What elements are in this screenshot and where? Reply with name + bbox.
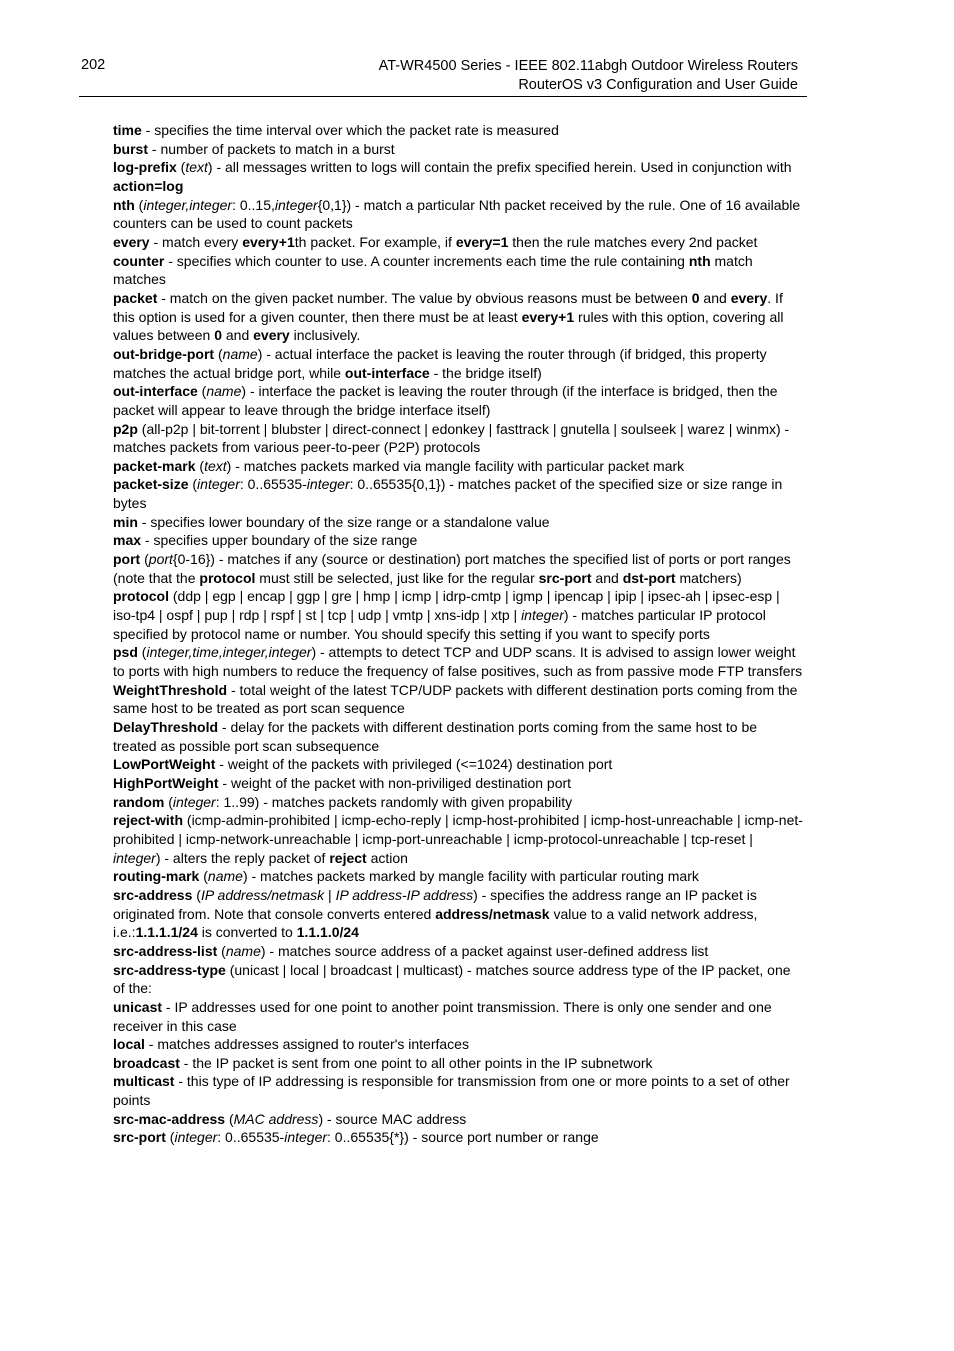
parameter-name: p2p (113, 420, 138, 437)
parameter-description: ) - alters the reply packet of (155, 849, 330, 866)
emphasis-term: out-interface (344, 364, 430, 381)
parameter-name: out-interface (113, 383, 198, 400)
parameter-entry (113, 867, 803, 886)
header-title-line2: RouterOS v3 Configuration and User Guide (518, 77, 798, 93)
parameter-description: ( (176, 159, 186, 176)
parameter-entry (113, 961, 803, 998)
parameter-description: : 0..15, (232, 196, 275, 213)
parameter-description: : 0..65535{*}) - source port number or range (327, 1129, 599, 1146)
parameter-description: - specifies the time interval over which the packet rate is measured (141, 122, 559, 138)
parameter-type: integer,integer (143, 196, 233, 213)
parameter-description: ( (195, 457, 205, 474)
parameter-entry (113, 793, 803, 812)
emphasis-term: 0 (691, 289, 700, 306)
parameter-description: value to a valid network address, i.e.: (113, 905, 758, 941)
parameter-type: text (185, 159, 208, 176)
parameter-list (113, 121, 803, 1147)
parameter-description: and (591, 569, 623, 586)
emphasis-term: nth (688, 252, 711, 269)
parameter-description: - match on the given packet number. The value by obvious reasons must be between (157, 289, 692, 306)
parameter-type: name (222, 345, 258, 362)
parameter-entry (113, 457, 803, 476)
parameter-entry (113, 1054, 803, 1073)
parameter-description: ( (134, 196, 144, 213)
emphasis-term: protocol (199, 569, 256, 586)
parameter-description: ) - interface the packet is leaving the router through (if the interface is bridged, then the packet will appear to leave through the bridge interface itself) (113, 383, 778, 418)
parameter-description: - IP addresses used for one point to another point transmission. There is only one sender and one receiver in this case (113, 998, 772, 1034)
parameter-description: ( (192, 886, 201, 903)
parameter-description: - delay for the packets with different destination ports coming from the same host to be treated as possible port scan subsequence (113, 719, 758, 754)
parameter-description: - weight of the packets with privileged (<=1024) destination port (215, 756, 613, 773)
parameter-name: time (113, 122, 142, 138)
emphasis-term: address/netmask (435, 905, 550, 922)
parameter-description: - weight of the packet with non-priviliged destination port (218, 774, 572, 791)
parameter-entry (113, 345, 803, 382)
emphasis-term: src-port (538, 569, 592, 586)
parameter-entry (113, 531, 803, 550)
parameter-description: inclusively. (289, 327, 361, 344)
parameter-description: ) - matches source address of a packet against user-defined address list (260, 942, 709, 959)
emphasis-term: reject (329, 849, 367, 866)
emphasis-term: every (253, 327, 290, 344)
parameter-description: ) - matches packets marked via mangle facility with particular packet mark (226, 457, 685, 474)
parameter-description: (icmp-admin-prohibited | icmp-echo-reply | icmp-host-prohibited | icmp-host-unreachable | icmp-net-prohibited | icmp-network-unreachable | icmp-port-unreachable | icmp-protocol-unreachable | tcp-reset | (113, 812, 803, 847)
parameter-name: nth (113, 196, 135, 213)
parameter-description: (unicast | local | broadcast | multicast) - matches source address type of the IP packet, one of the: (113, 961, 791, 997)
parameter-name: src-address-type (113, 961, 226, 978)
parameter-description: ) - source MAC address (318, 1110, 467, 1127)
parameter-description: then the rule matches every 2nd packet (508, 233, 758, 250)
parameter-description: ) - matches particular IP protocol specified by protocol name or number. You should specify this setting if you want to specify ports (113, 607, 766, 642)
parameter-entry (113, 196, 803, 233)
parameter-description: : 0..65535- (239, 476, 307, 493)
parameter-description: (all-p2p | bit-torrent | blubster | direct-connect | edonkey | fasttrack | gnutella | soulseek | warez | winmx) - matches packets from various peer-to-peer (P2P) protocols (113, 420, 790, 456)
parameter-entry (113, 475, 803, 512)
parameter-name: port (113, 551, 141, 568)
running-header (198, 57, 798, 95)
parameter-description: ( (137, 644, 147, 661)
parameter-name: DelayThreshold (113, 719, 219, 735)
parameter-type: integer (197, 476, 240, 493)
parameter-name: max (113, 532, 142, 549)
parameter-name: src-port (113, 1129, 166, 1146)
parameter-description: ( (140, 551, 149, 568)
parameter-description: : 0..65535{0,1}) - matches packet of the specified size or size range in bytes (113, 476, 783, 512)
parameter-description: ( (225, 1110, 234, 1127)
header-title-line1: AT-WR4500 Series - IEEE 802.11abgh Outdoor Wireless Routers (378, 58, 798, 74)
parameter-description: : 1..99) - matches packets randomly with given propability (215, 793, 573, 810)
parameter-entry (113, 140, 803, 159)
parameter-entry (113, 1035, 803, 1054)
emphasis-term: 1.1.1.1/24 (135, 924, 198, 941)
parameter-entry (113, 643, 803, 680)
parameter-description: and (221, 327, 254, 344)
parameter-name: local (113, 1036, 145, 1053)
parameter-name: out-bridge-port (113, 345, 215, 362)
parameter-entry (113, 774, 803, 793)
parameter-description: (ddp | egp | encap | ggp | gre | hmp | icmp | idrp-cmtp | igmp | ipencap | ipip | ipsec-ah | ipsec-esp | iso-tp4 | ospf | pup | rdp | rspf | st | tcp | udp | vmtp | xns-idp | xtp | (113, 588, 780, 624)
parameter-description: - specifies upper boundary of the size range (141, 532, 418, 549)
parameter-entry (113, 420, 803, 457)
parameter-name: min (113, 513, 138, 530)
parameter-description: | (324, 886, 336, 903)
parameter-name: HighPortWeight (113, 774, 219, 791)
parameter-name: protocol (113, 588, 169, 605)
parameter-description: ( (188, 476, 198, 493)
parameter-entry (113, 886, 803, 942)
parameter-type: name (206, 383, 242, 400)
parameter-name: routing-mark (113, 868, 200, 885)
page-number: 202 (81, 57, 106, 73)
parameter-name: packet-mark (113, 457, 196, 474)
parameter-description: matchers) (675, 569, 742, 586)
parameter-name: src-address-list (113, 942, 218, 959)
parameter-description: action (366, 849, 408, 866)
parameter-name: unicast (113, 998, 163, 1015)
parameter-entry (113, 121, 803, 140)
parameter-type: integer (274, 196, 318, 213)
parameter-description: is converted to (197, 924, 297, 941)
parameter-entry (113, 998, 803, 1035)
parameter-description: - match every (149, 233, 243, 250)
parameter-entry (113, 587, 803, 643)
parameter-description: - this type of IP addressing is responsible for transmission from one or more points to a set of other points (113, 1073, 790, 1109)
parameter-entry (113, 1072, 803, 1109)
parameter-description: ) - matches packets marked by mangle facility with particular routing mark (242, 868, 699, 885)
parameter-entry (113, 1110, 803, 1129)
parameter-description: ) - specifies the address range an IP packet is originated from. Note that console converts entered (113, 886, 757, 922)
parameter-name: packet (113, 289, 158, 306)
parameter-description: {0,1}) - match a particular Nth packet received by the rule. One of 16 available counters can be used to count packets (113, 196, 801, 232)
emphasis-term: every+1 (521, 308, 575, 325)
emphasis-term: 1.1.1.0/24 (296, 924, 359, 941)
parameter-type: integer (113, 849, 156, 866)
parameter-name: every (113, 233, 150, 250)
parameter-description: and (699, 289, 731, 306)
parameter-type: integer (284, 1129, 328, 1146)
parameter-type: port (148, 551, 173, 568)
parameter-description: rules with this option, covering all values between (113, 308, 784, 344)
parameter-name: psd (113, 644, 138, 661)
parameter-name: WeightThreshold (113, 681, 228, 698)
parameter-type: text (204, 457, 227, 474)
parameter-type: integer (174, 1129, 218, 1146)
parameter-name: burst (113, 140, 148, 157)
parameter-entry (113, 382, 803, 419)
parameter-description: - matches addresses assigned to router's interfaces (144, 1036, 469, 1053)
parameter-type: integer,time,integer,integer (146, 644, 312, 661)
parameter-description: ) - attempts to detect TCP and UDP scans. It is advised to assign lower weight to ports with high numbers to reduce the frequency of false positives, such as from passive mode FTP transfers (113, 644, 803, 680)
parameter-description: ( (197, 383, 207, 400)
parameter-name: LowPortWeight (113, 756, 216, 773)
parameter-description: - specifies lower boundary of the size range or a standalone value (137, 513, 550, 530)
header-divider (79, 96, 807, 97)
parameter-description: - total weight of the latest TCP/UDP packets with different destination ports coming from the same host to be treated as port scan sequence (113, 681, 798, 717)
parameter-description: ( (217, 942, 226, 959)
parameter-entry (113, 233, 803, 252)
parameter-name: broadcast (113, 1054, 180, 1071)
parameter-description: - the IP packet is sent from one point to all other points in the IP subnetwork (179, 1054, 653, 1071)
parameter-type: integer (172, 793, 216, 810)
parameter-entry (113, 550, 803, 587)
parameter-name: src-mac-address (113, 1110, 226, 1127)
parameter-entry (113, 158, 803, 195)
parameter-type: IP address-IP address (335, 886, 474, 903)
parameter-name: packet-size (113, 476, 189, 493)
parameter-name: reject-with (113, 812, 184, 829)
parameter-description: - the bridge itself) (429, 364, 542, 381)
parameter-description: . If this option is used for a given counter, then there must be at least (113, 289, 783, 325)
parameter-type: integer (306, 476, 350, 493)
parameter-type: IP address/netmask (200, 886, 325, 903)
parameter-description: : 0..65535- (217, 1129, 285, 1146)
emphasis-term: every+1 (242, 233, 295, 250)
parameter-description: ( (164, 793, 173, 810)
parameter-type: MAC address (233, 1110, 319, 1127)
parameter-name: multicast (113, 1073, 175, 1090)
parameter-entry (113, 681, 803, 718)
parameter-description: - number of packets to match in a burst (148, 140, 395, 157)
parameter-description: ( (214, 345, 223, 362)
parameter-name: counter (113, 252, 165, 269)
parameter-description: {0-16}) - matches if any (source or destination) port matches the specified list of ports or port ranges (note that the (113, 551, 791, 586)
parameter-name: src-address (113, 886, 193, 903)
parameter-entry (113, 811, 803, 867)
emphasis-term: every (730, 289, 768, 306)
parameter-entry (113, 718, 803, 755)
parameter-description: must still be selected, just like for the regular (255, 569, 539, 586)
parameter-type: name (207, 868, 243, 885)
parameter-name: random (113, 793, 165, 810)
parameter-entry (113, 289, 803, 345)
parameter-entry (113, 755, 803, 774)
parameter-type: name (225, 942, 261, 959)
emphasis-term: every=1 (455, 233, 509, 250)
parameter-entry (113, 252, 803, 289)
parameter-description: match matches (113, 252, 753, 288)
emphasis-term: action=log (113, 177, 184, 194)
emphasis-term: dst-port (622, 569, 676, 586)
parameter-entry (113, 513, 803, 532)
parameter-description: ( (165, 1129, 175, 1146)
parameter-description: ) - all messages written to logs will contain the prefix specified herein. Used in conjunction with (207, 159, 792, 176)
parameter-description: th packet. For example, if (294, 233, 456, 250)
parameter-entry (113, 1128, 803, 1147)
parameter-description: ) - actual interface the packet is leaving the router through (if bridged, this property matches the actual bridge port, while (113, 345, 767, 381)
emphasis-term: 0 (214, 327, 222, 344)
parameter-description: ( (199, 868, 208, 885)
parameter-name: log-prefix (113, 159, 177, 176)
parameter-description: - specifies which counter to use. A counter increments each time the rule containing (164, 252, 689, 269)
parameter-entry (113, 942, 803, 961)
parameter-type: integer (521, 607, 564, 624)
